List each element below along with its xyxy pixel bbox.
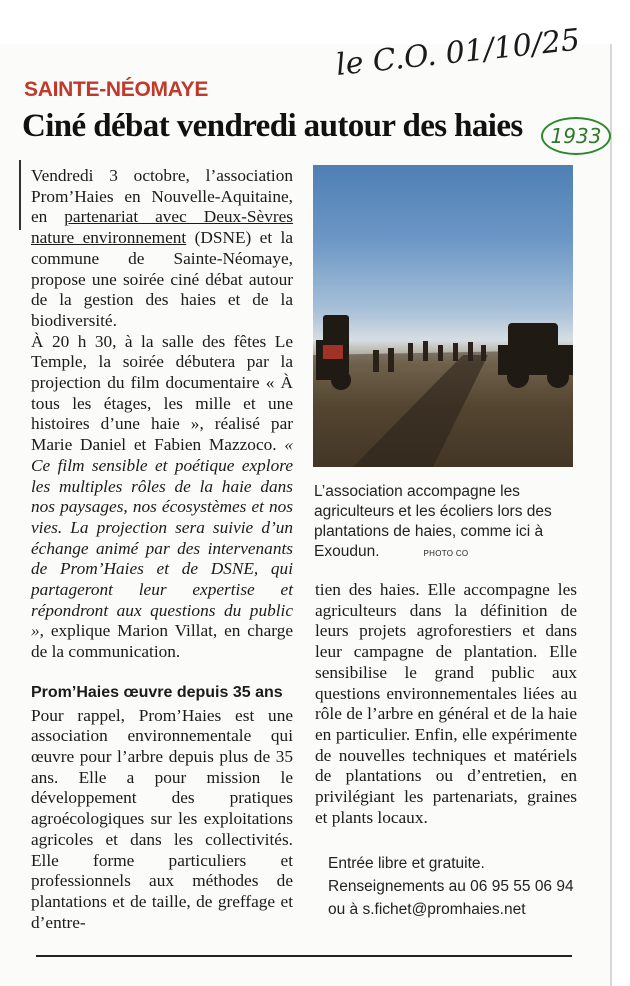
paragraph-screening: À 20 h 30, à la salle des fêtes Le Temple, la soirée débutera par la projection du film documentaire « À tous les étages, les mille et une histoires d’une haie », réalisé par Marie Daniel et Fabien Mazzoco. « Ce film sensible et poétique explore les multiples rôles de la haie dans nos paysages, nos écosystèmes et nos vies. La projection sera suivie d’un échange animé par des intervenants de Prom’Haies et de DSNE, qui partageront leur expertise et répondront aux questions du public », explique Marion Villat, en charge de la communication. <box>31 331 293 662</box>
article-column-left <box>31 166 293 933</box>
photo-caption: L’association accompagne les agriculteurs et les écoliers lors des plantations de haies, comme ici à Exoudun. PHOTO CO <box>314 483 552 560</box>
info-box <box>328 852 574 921</box>
bottom-rule <box>36 955 572 957</box>
paragraph-intro: Vendredi 3 octobre, l’association Prom’Haies en Nouvelle-Aquitaine, en partenariat avec Deux-Sèvres nature environnement (DSNE) et la commune de Sainte-Néomaye, propose une soirée ciné débat autour de la gestion des haies et de la biodiversité. <box>31 166 293 330</box>
email-line: ou à s.fichet@promhaies.net <box>328 901 526 918</box>
location-kicker: SAINTE-NÉOMAYE <box>24 78 209 101</box>
free-entry-line: Entrée libre et gratuite. <box>328 855 485 872</box>
paragraph-activities: tien des haies. Elle accompagne les agriculteurs dans la définition de leurs projets agroforestiers et dans leur campagne de plantation. Elle sensibilise le grand public aux questions environnementales liées au rôle de l’arbre en général et de la haie en particulier. Enfin, elle expérimente de nouvelles techniques et matériels de plantations ou d’entretien, en privilégiant les partenariats, graines et plants locaux. <box>315 580 577 827</box>
photo-credit: PHOTO CO <box>423 549 469 558</box>
article-headline: Ciné débat vendredi autour des haies <box>22 108 523 144</box>
subheading: Prom’Haies œuvre depuis 35 ans <box>31 683 283 701</box>
photo-scene-illustration <box>313 165 573 467</box>
margin-marker <box>19 160 21 230</box>
underlined-partner-text: partenariat avec Deux-Sèvres nature environnement <box>31 207 293 248</box>
paragraph-association: Pour rappel, Prom’Haies est une association environnementale qui œuvre pour l’arbre depuis plus de 35 ans. Elle a pour mission le développement des pratiques agroécologiques sur les exploitations agricoles et dans les collectivités. Elle forme particuliers et professionnels aux méthodes de plantations et de taille, de greffage et d’entre- <box>31 705 293 932</box>
handwritten-number-circle: 1933 <box>541 117 611 155</box>
phone-line: Renseignements au 06 95 55 06 94 <box>328 878 574 895</box>
handwritten-date: le C.O. 01/10/25 <box>334 22 582 84</box>
article-column-right <box>315 580 577 828</box>
quote-text: « Ce film sensible et poétique explore les multiples rôles de la haie dans nos paysages, nos écosystèmes et nos vies. La projection sera suivie d’un échange animé par des intervenants de Prom’Haies et de DSNE, qui partageront leur expertise et répondront aux questions du public » <box>31 435 293 641</box>
article-photo <box>313 165 573 467</box>
